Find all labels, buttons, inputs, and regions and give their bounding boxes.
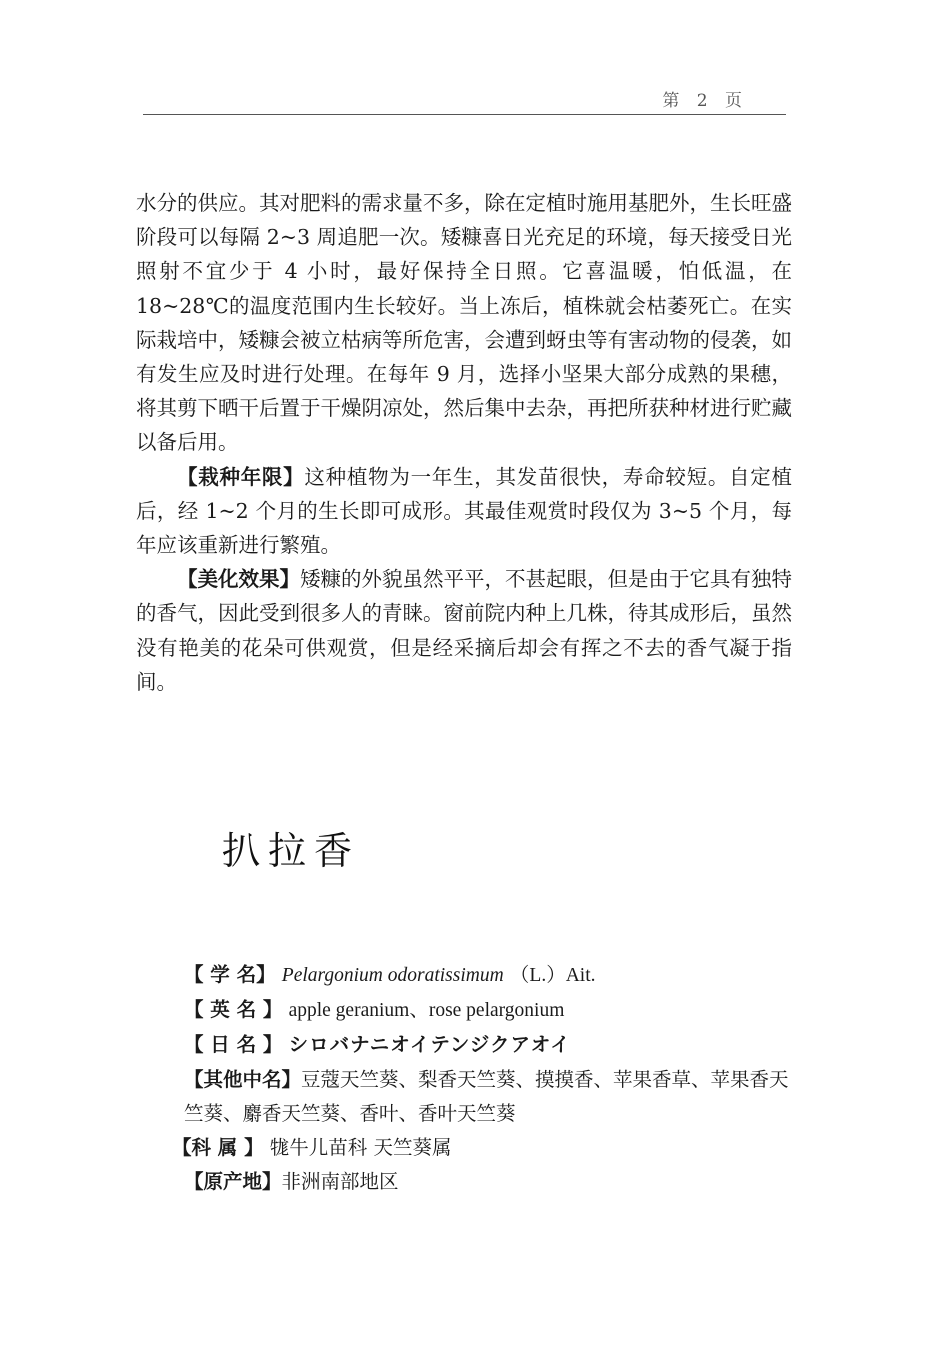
family-label: 【科 属 】	[172, 1136, 264, 1160]
japanese-name-value: シロバナニオイテンジクアオイ	[288, 1033, 571, 1057]
family-value: 牻牛儿苗科 天竺葵属	[269, 1136, 452, 1160]
planting-period-label: 【栽种年限】	[177, 464, 305, 489]
body-text	[136, 186, 792, 699]
origin-value: 非洲南部地区	[281, 1170, 399, 1194]
entry-scientific-name	[136, 958, 796, 993]
paragraph-cultivation: 水分的供应。其对肥料的需求量不多，除在定植时施用基肥外，生长旺盛阶段可以每隔 2~3 周追肥一次。矮糠喜日光充足的环境，每天接受日光照射不宜少于 4 小时，最好保持全日照。它喜温暖，怕低温，在 18~28℃的温度范围内生长较好。当上冻后，植株就会枯萎死亡。在实际栽培中，矮糠会被立枯病等所危害，会遭到蚜虫等有害动物的侵袭，如有发生应及时进行处理。在每年 9 月，选择小坚果大部分成熟的果穗，将其剪下晒干后置于干燥阴凉处，然后集中去杂，再把所获种材进行贮藏以备后用。	[136, 191, 792, 455]
other-names-label: 【其他中名】	[184, 1067, 302, 1091]
english-name-label: 【 英 名 】	[184, 998, 283, 1022]
entry-origin	[136, 1165, 796, 1199]
entry-other-names	[136, 1063, 796, 1131]
page-number: 第 2 页	[662, 91, 748, 111]
origin-label: 【原产地】	[184, 1170, 282, 1194]
entry-japanese-name	[136, 1028, 796, 1062]
english-name-value: apple geranium、rose pelargonium	[288, 1000, 565, 1022]
section-title: 扒拉香	[222, 829, 361, 873]
scientific-name-author: （L.）Ait.	[509, 965, 596, 986]
plant-entries	[136, 958, 796, 1199]
scientific-name-value: Pelargonium odoratissimum	[281, 965, 504, 986]
paragraph-beautification	[136, 562, 792, 699]
paragraph-planting-period	[136, 460, 792, 563]
beautification-label: 【美化效果】	[177, 567, 300, 592]
entry-english-name	[136, 993, 796, 1028]
beautification-text: 矮糠的外貌虽然平平，不甚起眼，但是由于它具有独特的香气，因此受到很多人的青睐。窗前院内种上几株，待其成形后，虽然没有艳美的花朵可供观赏，但是经采摘后却会有挥之不去的香气凝于指间。	[136, 567, 792, 694]
page-header	[143, 84, 786, 115]
scientific-name-label: 【 学 名】	[184, 963, 276, 986]
other-names-value: 豆蔻天竺葵、梨香天竺葵、摸摸香、苹果香草、苹果香天竺葵、麝香天竺葵、香叶、香叶天竺葵	[184, 1067, 789, 1125]
entry-family	[136, 1131, 796, 1165]
japanese-name-label: 【 日 名 】	[184, 1033, 283, 1057]
planting-period-text: 这种植物为一年生，其发苗很快，寿命较短。自定植后，经 1~2 个月的生长即可成形。其最佳观赏时段仅为 3~5 个月，每年应该重新进行繁殖。	[136, 464, 793, 558]
